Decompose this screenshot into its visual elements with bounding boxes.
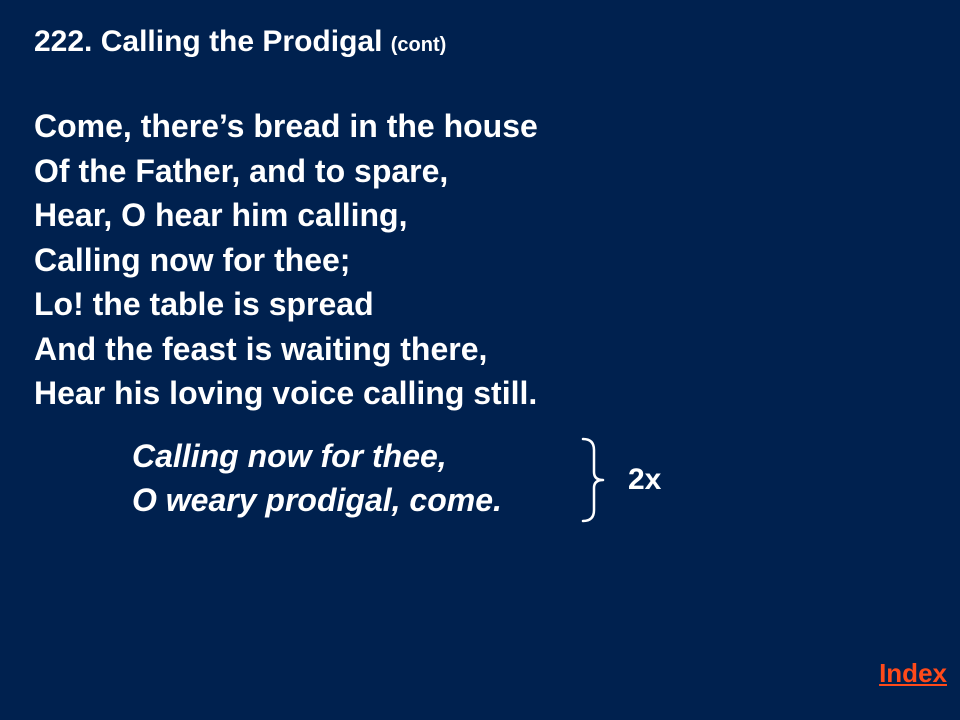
repeat-indicator: 2x xyxy=(628,463,662,496)
continued-note: (cont) xyxy=(390,34,447,56)
verse-line: Come, there’s bread in the house xyxy=(34,108,538,144)
hymn-title: 222. Calling the Prodigal xyxy=(34,25,383,58)
slide-title xyxy=(34,22,446,65)
chorus-line: O weary prodigal, come. xyxy=(132,482,502,518)
verse-lyrics xyxy=(34,104,538,416)
verse-line: Hear his loving voice calling still. xyxy=(34,375,538,411)
verse-line: And the feast is waiting there, xyxy=(34,330,488,367)
index-link[interactable]: Index xyxy=(879,658,947,688)
right-brace-icon xyxy=(580,436,606,524)
chorus-line: Calling now for thee, xyxy=(132,438,447,474)
chorus-lyrics xyxy=(132,434,502,522)
verse-line: Hear, O hear him calling, xyxy=(34,197,408,233)
verse-line: Calling now for thee; xyxy=(34,241,351,278)
verse-line: Lo! the table is spread xyxy=(34,286,374,322)
verse-line: Of the Father, and to spare, xyxy=(34,152,449,189)
